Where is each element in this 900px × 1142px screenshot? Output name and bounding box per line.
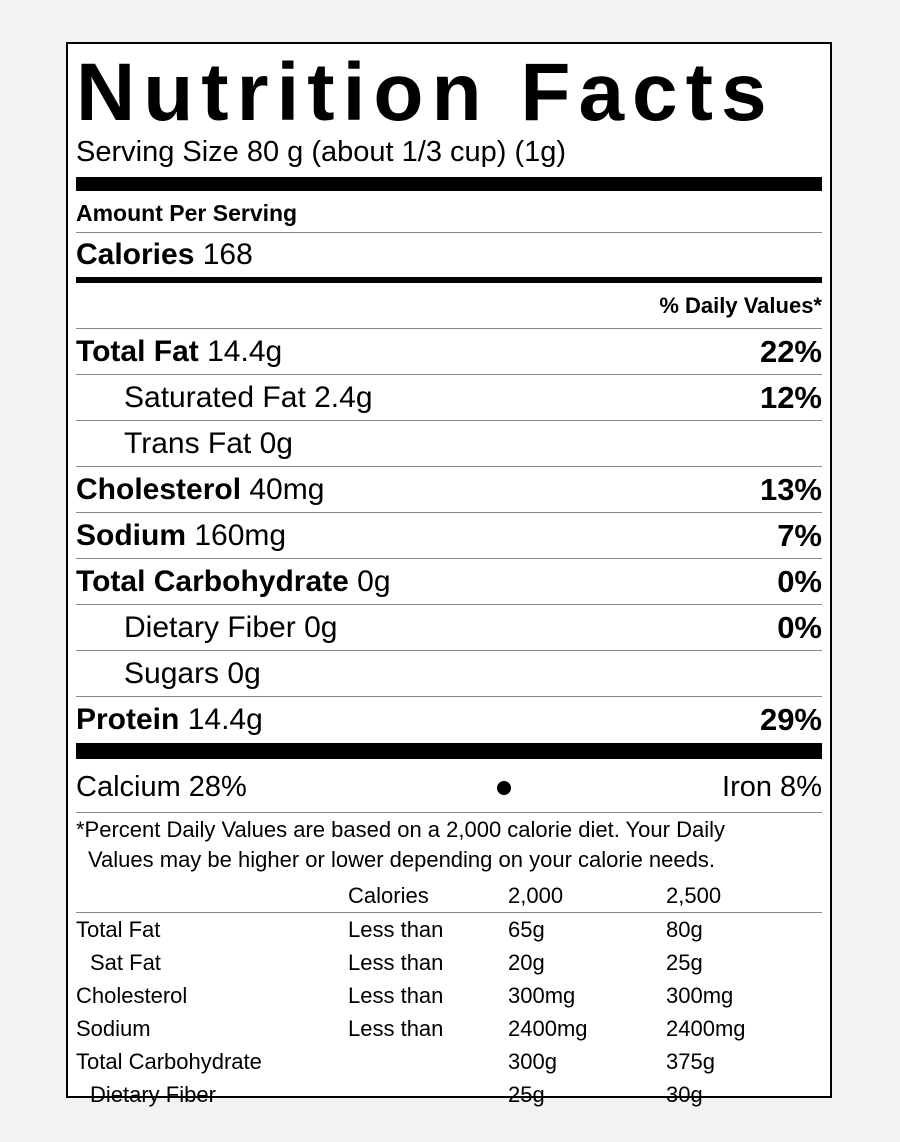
amount-per-serving: Amount Per Serving xyxy=(76,200,298,226)
nutrient-row-dietary-fiber xyxy=(76,605,822,651)
table-row xyxy=(76,946,822,979)
reference-header-cell xyxy=(76,879,348,913)
reference-header-cell: Calories xyxy=(348,879,508,913)
table-cell xyxy=(348,1078,508,1111)
nutrient-amount: 0g xyxy=(227,656,261,690)
nutrient-row-total-fat xyxy=(76,329,822,375)
daily-values-header: % Daily Values* xyxy=(659,292,822,318)
table-cell: Sodium xyxy=(76,1016,151,1041)
bullet-icon xyxy=(497,781,511,795)
nutrient-row-protein xyxy=(76,697,822,743)
label-title: Nutrition Facts xyxy=(76,47,775,138)
table-row xyxy=(76,979,822,1012)
serving-size: Serving Size 80 g (about 1/3 cup) (1g) xyxy=(76,136,567,168)
nutrient-name: Protein xyxy=(76,703,180,736)
table-cell: 25g xyxy=(508,1082,545,1107)
nutrient-amount: 160mg xyxy=(194,518,287,552)
table-cell: 2400mg xyxy=(508,1016,588,1041)
nutrient-row-trans-fat xyxy=(76,421,822,467)
reference-header-cell: 2,000 xyxy=(508,879,666,913)
nutrient-name: Sodium xyxy=(76,518,186,552)
table-cell: Less than xyxy=(348,983,444,1008)
footnote-line-2: Values may be higher or lower depending on your calorie needs. xyxy=(88,847,715,872)
table-cell: 375g xyxy=(666,1049,715,1074)
nutrient-row-sodium xyxy=(76,513,822,559)
table-cell: Sat Fat xyxy=(90,950,161,975)
nutrient-dv: 13% xyxy=(759,471,822,507)
table-cell: Total Carbohydrate xyxy=(76,1049,262,1074)
calories-row xyxy=(76,233,822,277)
nutrient-amount: 14.4g xyxy=(207,334,283,368)
table-row xyxy=(76,1045,822,1078)
table-cell: Dietary Fiber xyxy=(90,1082,216,1107)
footnote xyxy=(76,815,822,875)
nutrient-amount: 0g xyxy=(304,610,338,644)
reference-table xyxy=(76,879,822,1111)
calories xyxy=(76,238,253,272)
nutrient-dv: 29% xyxy=(759,702,822,737)
nutrient-amount: 14.4g xyxy=(187,703,263,736)
nutrient-dv: 0% xyxy=(777,609,822,645)
nutrient-name: Total Carbohydrate xyxy=(76,564,349,598)
nutrient-dv: 22% xyxy=(759,333,822,369)
table-cell: Less than xyxy=(348,917,444,942)
table-row xyxy=(76,1012,822,1045)
nutrient-name: Total Fat xyxy=(76,334,199,368)
nutrient-row-saturated-fat xyxy=(76,375,822,421)
vitamins-row xyxy=(76,759,822,813)
table-cell: Cholesterol xyxy=(76,983,188,1008)
nutrient-dv: 7% xyxy=(777,517,822,553)
reference-header-cell: 2,500 xyxy=(666,879,822,913)
nutrient-row-sugars xyxy=(76,651,822,697)
nutrition-facts-label xyxy=(66,42,832,1107)
nutrient-amount: 40mg xyxy=(249,472,325,506)
calories-value: 168 xyxy=(202,238,253,271)
calcium: Calcium 28% xyxy=(76,771,247,803)
iron: Iron 8% xyxy=(722,771,822,803)
thick-divider xyxy=(76,177,822,191)
nutrient-name: Cholesterol xyxy=(76,472,242,506)
table-cell: Less than xyxy=(348,1016,444,1041)
nutrient-name: Sugars xyxy=(124,656,220,690)
table-cell: 25g xyxy=(666,950,703,975)
nutrient-amount: 0g xyxy=(357,564,391,598)
table-cell: 300mg xyxy=(508,983,576,1008)
nutrient-row-total-carbohydrate xyxy=(76,559,822,605)
nutrient-dv: 0% xyxy=(777,563,822,599)
table-cell: Less than xyxy=(348,950,444,975)
daily-values-header-row xyxy=(76,283,822,329)
table-cell: 300g xyxy=(508,1049,557,1074)
amount-per-serving-row xyxy=(76,191,822,233)
table-cell xyxy=(348,1045,508,1078)
nutrient-name: Trans Fat xyxy=(124,426,252,460)
thick-divider-vitamins xyxy=(76,743,822,759)
calories-label: Calories xyxy=(76,238,195,271)
nutrient-dv: 12% xyxy=(759,379,822,415)
table-cell: 65g xyxy=(508,917,545,942)
nutrient-name: Dietary Fiber xyxy=(124,610,296,644)
footnote-line-1: *Percent Daily Values are based on a 2,000 calorie diet. Your Daily xyxy=(76,817,725,842)
table-row xyxy=(76,913,822,947)
table-cell: 2400mg xyxy=(666,1016,746,1041)
table-cell: 300mg xyxy=(666,983,734,1008)
table-cell: Total Fat xyxy=(76,917,161,942)
nutrient-amount: 2.4g xyxy=(314,380,373,414)
table-row xyxy=(76,1078,822,1111)
table-cell: 20g xyxy=(508,950,545,975)
nutrient-row-cholesterol xyxy=(76,467,822,513)
reference-table-header xyxy=(76,879,822,913)
table-cell: 80g xyxy=(666,917,703,942)
nutrient-amount: 0g xyxy=(259,426,293,460)
nutrient-name: Saturated Fat xyxy=(124,380,306,414)
table-cell: 30g xyxy=(666,1082,703,1107)
